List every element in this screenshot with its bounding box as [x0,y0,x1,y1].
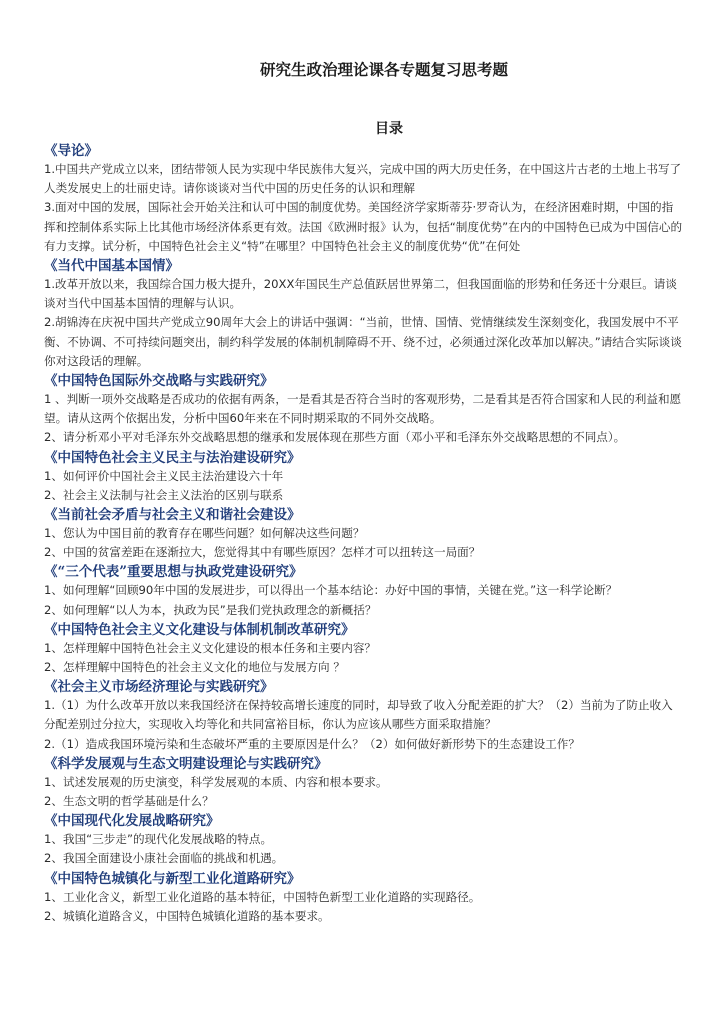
question-item: 1、如何理解“回顾90年中国的发展进步，可以得出一个基本结论：办好中国的事情，关键在党。”这一科学论断？ [44,583,618,598]
section-block [44,142,684,256]
question-item: 2、我国全面建设小康社会面临的挑战和机遇。 [44,851,284,866]
question-item: 2、城镇化道路含义，中国特色城镇化道路的基本要求。 [44,908,330,923]
document-title: 研究生政治理论课各专题复习思考题 [259,60,508,79]
question-item: 1.改革开放以来，我国综合国力极大提升，20XX年国民生产总值跃居世界第二，但我国面临的形势和任务还十分艰巨。请谈谈对当代中国基本国情的理解与认识。 [44,277,677,311]
question-item: 2、社会主义法制与社会主义法治的区别与联系 [44,487,284,502]
section-title: 《“三个代表”重要思想与执政党建设研究》 [44,564,303,581]
question-item: 1 、判断一项外交战略是否成功的依据有两条，一是看其是否符合当时的客观形势，二是看其是否符合国家和人民的利益和愿望。请从这两个依据出发，分析中国60年来在不同时期采取的不同外交战略。 [44,392,682,426]
section-block [44,506,684,562]
question-item: 2、生态文明的哲学基础是什么？ [44,794,214,809]
question-item: 1、您认为中国目前的教育存在哪些问题？如何解决这些问题？ [44,526,365,541]
section-block [44,563,684,619]
question-item: 1、工业化含义，新型工业化道路的基本特征，中国特色新型工业化道路的实现路径。 [44,889,481,904]
question-item: 1、怎样理解中国特色社会主义文化建设的根本任务和主要内容？ [44,640,377,655]
section-title: 《中国特色城镇化与新型工业化道路研究》 [44,870,301,887]
section-block [44,621,684,677]
section-title: 《导论》 [44,143,98,159]
question-item: 1、如何评价中国社会主义民主法治建设六十年 [44,468,284,483]
section-title: 《科学发展观与生态文明建设理论与实践研究》 [44,755,328,772]
question-item: 3.面对中国的发展，国际社会开始关注和认可中国的制度优势。美国经济学家斯蒂芬·罗奇认为，在经济困难时期，中国的指挥和控制体系实际上比其他市场经济体系更有效。法国《欧洲时报》认为，包括“制度优势”在内的中国特色已成为中国信心的有力支撑。试分析，中国特色社会主义“特”在哪里？中国特色社会主义的制度优势“优”在何处 [44,200,683,253]
section-title: 《当前社会矛盾与社会主义和谐社会建设》 [44,507,301,524]
section-title: 《社会主义市场经济理论与实践研究》 [44,679,274,696]
question-item: 1.中国共产党成立以来，团结带领人民为实现中华民族伟大复兴，完成中国的两大历史任务，在中国这片古老的土地上书写了人类发展史上的壮丽史诗。请你谈谈对当代中国的历史任务的认识和理解 [44,162,682,196]
section-title: 《中国特色国际外交战略与实践研究》 [44,373,274,390]
section-title: 《中国特色社会主义民主与法治建设研究》 [44,449,301,466]
section-title: 《中国现代化发展战略研究》 [44,813,220,830]
section-block [44,870,684,926]
section-block [44,257,684,371]
question-item: 2、怎样理解中国特色的社会主义文化的地位与发展方向 ？ [44,660,345,675]
section-title: 《当代中国基本国情》 [44,258,179,275]
question-item: 2、中国的贫富差距在逐渐拉大，您觉得其中有哪些原因？怎样才可以扭转这一局面？ [44,545,481,560]
section-block [44,812,684,868]
question-item: 2、请分析邓小平对毛泽东外交战略思想的继承和发展体现在那些方面（邓小平和毛泽东外交战略思想的不同点）。 [44,430,626,445]
question-item: 2.胡锦涛在庆祝中国共产党成立90周年大会上的讲话中强调：“当前，世情、国情、党情继续发生深刻变化，我国发展中不平衡、不协调、不可持续问题突出，制约科学发展的体制机制障碍不开、绕不过，必须通过深化改革加以解决。”请结合实际谈谈你对这段话的理解。 [44,315,682,368]
toc-heading: 目录 [375,121,403,137]
question-item: 1.（1）为什么改革开放以来我国经济在保持较高增长速度的同时，却导致了收入分配差距的扩大？（2）当前为了防止收入分配差别过分拉大，实现收入均等化和共同富裕目标，你认为应该从哪些方面采取措施？ [44,698,673,732]
question-item: 1、试述发展观的历史演变，科学发展观的本质、内容和根本要求。 [44,774,388,789]
section-block [44,372,684,448]
question-item: 2.（1）造成我国环境污染和生态破坏严重的主要原因是什么？（2）如何做好新形势下的生态建设工作？ [44,736,580,751]
section-block [44,678,684,754]
section-list [44,142,684,926]
section-block [44,449,684,505]
section-title: 《中国特色社会主义文化建设与体制机制改革研究》 [44,621,355,638]
question-item: 1、我国“三步走”的现代化发展战略的特点。 [44,832,273,847]
question-item: 2、如何理解“以人为本，执政为民”是我们党执政理念的新概括？ [44,602,377,617]
document-page [44,58,684,926]
section-block [44,755,684,811]
